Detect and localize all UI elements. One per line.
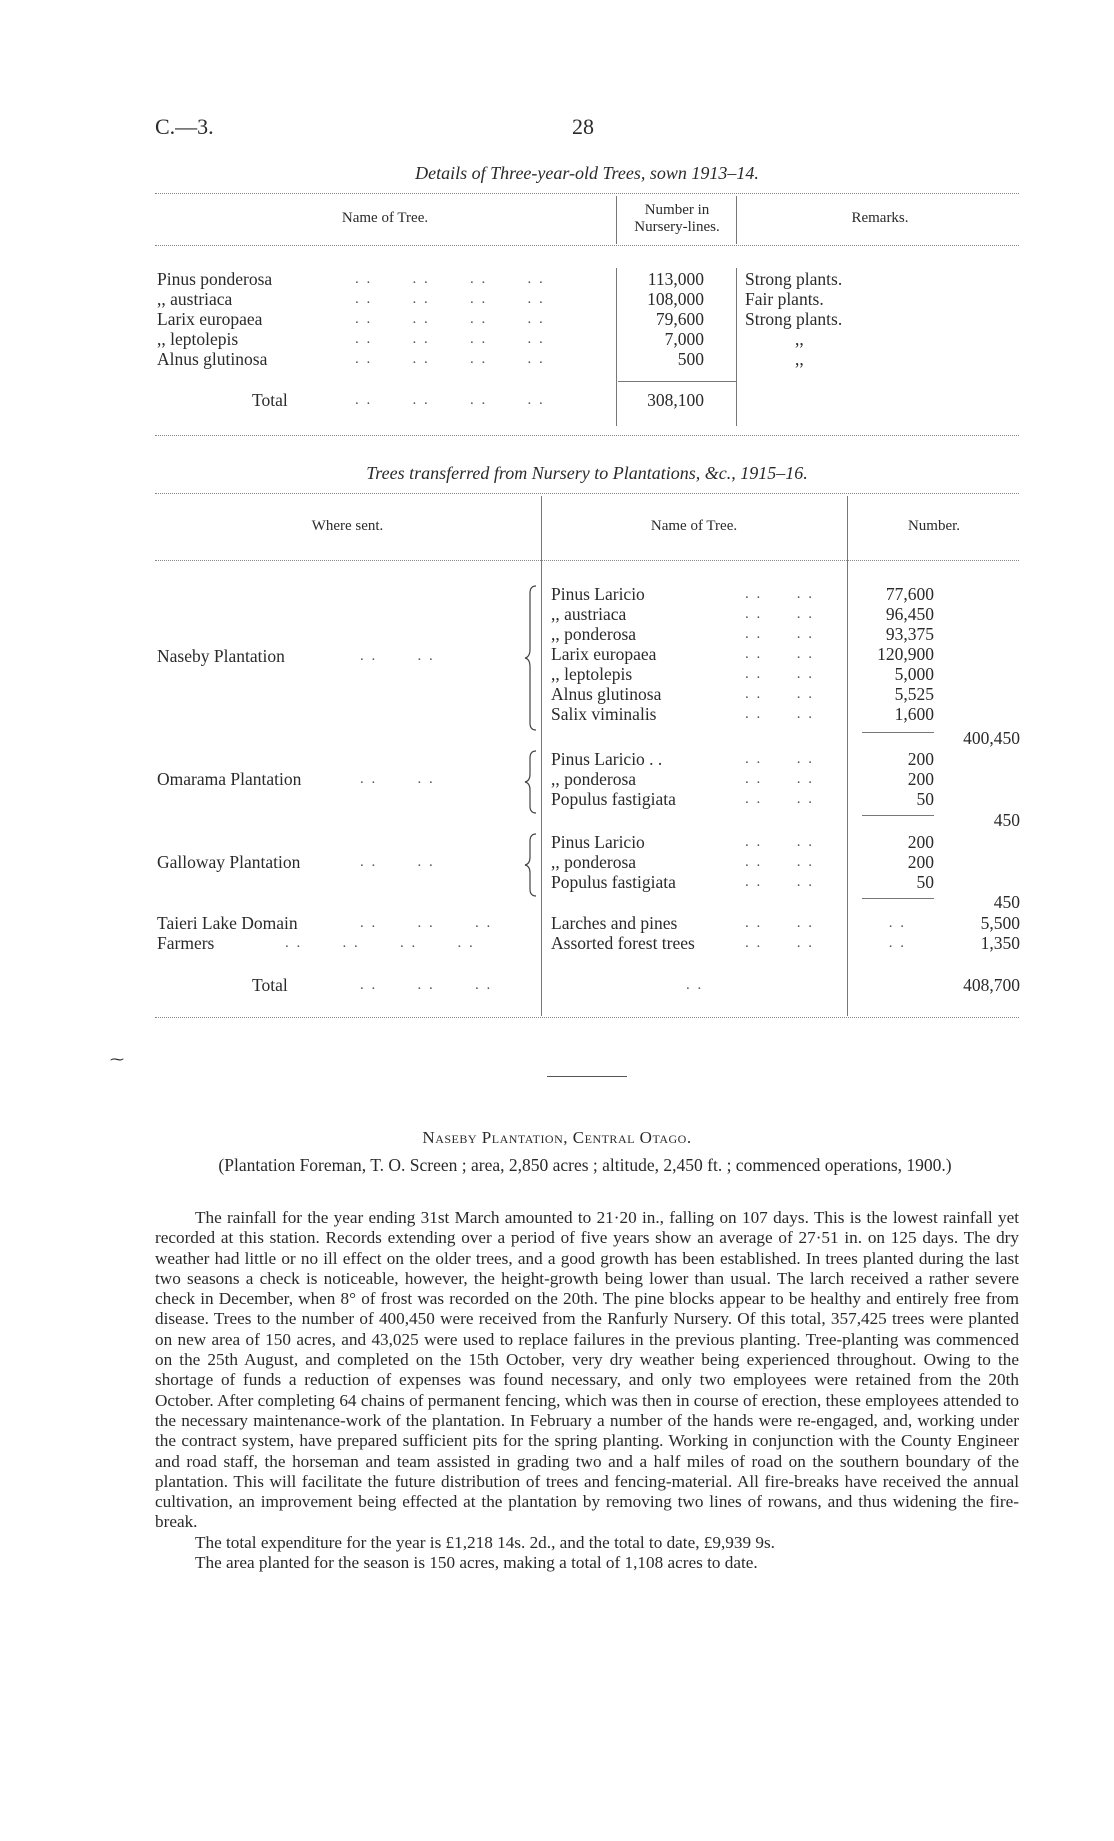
leader-dots: . . . . [360, 854, 435, 870]
brace-icon [524, 833, 538, 897]
table2-number: 200 [907, 832, 934, 852]
table1-row-remarks: ,, [795, 329, 804, 349]
table1-header-remarks: Remarks. [851, 210, 909, 226]
table2-tree-name: Salix viminalis [551, 704, 657, 724]
table1-top-rule [155, 193, 1019, 194]
table2-number: 50 [916, 872, 934, 892]
table2-subtotal: 450 [993, 892, 1020, 912]
table2-where: Omarama Plantation [157, 769, 302, 789]
table1-row-name: ,, leptolepis [157, 329, 239, 349]
body-paragraph: The rainfall for the year ending 31st March amounted to 21·20 in., falling on 107 days. This is the lowest rainfall yet recorded at this station. Records extending over a period of five years show an average of 27·51 in. on 125 days. The dry weather had little or no ill effect on the older trees, and a good growth has been established. In trees planted during the last two seasons a check is noticeable, however, the height-growth being lower than usual. The larch received a rather severe check in December, when 8° of frost was recorded on the 20th. The pine blocks appear to be healthy and entirely free from disease. Trees to the number of 400,450 were received from the Ranfurly Nursery. Of this total, 357,425 trees were planted on new area of 150 acres, and 43,025 were used to replace failures in the previous planting. Tree-planting was commenced on the 25th August, and completed on the 15th October, very dry weather being experienced throughout. Owing to the shortage of funds a reduction of expenses was found necessary, and only two employees were retained from the 20th October. After completing 64 chains of permanent fencing, which was then in course of erection, these employees attended to the necessary maintenance-work of the plantation. In February a number of the hands were re-engaged, and, working under the contract system, have prepared sufficient pits for the spring planting. Working in conjunction with the County Engineer and road staff, the horseman and team assisted in grading two and a half miles of road on the southern boundary of the plantation. This will facilitate the future distribution of trees and fencing-material. All fire-breaks have received the annual cultivation, an improvement being effected at the plantation by removing two lines of rowans, and thus widening the fire-break. [155, 1208, 1019, 1532]
table2-tree-name: Populus fastigiata [551, 872, 676, 892]
table2-number: 5,000 [894, 664, 934, 684]
leader-dots: . . . . . . . . [355, 392, 545, 408]
table2-number: 1,600 [894, 704, 934, 724]
brace-icon [524, 750, 538, 814]
table2-total-label: Total [252, 975, 288, 995]
leader-dots: . . . . . . . . [355, 331, 545, 347]
table2-tree-name: ,, austriaca [551, 604, 627, 624]
table2-number: 5,500 [980, 913, 1020, 933]
subtotal-rule [862, 815, 934, 816]
table2-where: Naseby Plantation [157, 646, 285, 666]
document-code: C.—3. [155, 114, 214, 139]
table1-header-name: Name of Tree. [341, 210, 429, 226]
table1-row-name: Alnus glutinosa [157, 349, 268, 369]
table2-number: 1,350 [980, 933, 1020, 953]
table2-col-divider [541, 496, 542, 1016]
table2-total-value: 408,700 [963, 975, 1020, 995]
table1-row-number: 500 [677, 349, 704, 369]
table2-where: Farmers [157, 933, 215, 953]
table1-total-value: 308,100 [647, 390, 704, 410]
table2-number: 96,450 [885, 604, 934, 624]
table1-col-divider [736, 268, 737, 426]
table2-header-number: Number. [907, 518, 961, 534]
leader-dots: . . . . . . [745, 935, 906, 951]
leader-dots: . . . . . . . . [355, 351, 545, 367]
table2-bottom-rule [155, 1017, 1019, 1018]
margin-mark: ⁓ [110, 1053, 124, 1068]
table1-header-rule [155, 245, 1019, 246]
table2-subtotal: 400,450 [963, 728, 1020, 748]
table1-row-remarks: Fair plants. [745, 289, 824, 309]
table1-row-number: 108,000 [647, 289, 704, 309]
table2-caption: Trees transferred from Nursery to Plantations, &c., 1915–16. [366, 463, 808, 483]
leader-dots: . . . . . . [360, 977, 493, 993]
table2-subtotal: 450 [993, 810, 1020, 830]
table2-tree-name: ,, ponderosa [551, 769, 637, 789]
leader-dots: . . . . . . . . . . . . . . . . . . . . . . . . . . . . [745, 586, 814, 722]
table2-number: 5,525 [894, 684, 934, 704]
body-paragraph: The area planted for the season is 150 acres, making a total of 1,108 acres to date. [195, 1553, 758, 1573]
subtotal-rule [862, 732, 934, 733]
table1-row-remarks: Strong plants. [745, 269, 843, 289]
table2-number: 93,375 [885, 624, 934, 644]
table2-tree-name: ,, ponderosa [551, 852, 637, 872]
section-subtitle: (Plantation Foreman, T. O. Screen ; area, 2,850 acres ; altitude, 2,450 ft. ; commenced operations, 1900.) [218, 1155, 952, 1175]
table1-bottom-rule [155, 435, 1019, 436]
table2-where: Taieri Lake Domain [157, 913, 298, 933]
table2-tree-name: Larix europaea [551, 644, 657, 664]
table2-number: 120,900 [877, 644, 934, 664]
section-body [155, 1208, 1019, 1573]
section-title: Naseby Plantation, Central Otago. [422, 1128, 692, 1147]
table1-caption: Details of Three-year-old Trees, sown 1913–14. [415, 163, 759, 183]
table2-tree-name: Populus fastigiata [551, 789, 676, 809]
leader-dots: . . . . . . [360, 915, 493, 931]
table2-tree-name: Pinus Laricio . . [551, 749, 663, 769]
table1-col-divider [736, 196, 737, 244]
table2-header-name: Name of Tree. [650, 518, 738, 534]
leader-dots: . . . . . . . . [285, 935, 475, 951]
table2-tree-name: Alnus glutinosa [551, 684, 662, 704]
body-paragraph: The total expenditure for the year is £1,218 14s. 2d., and the total to date, £9,939 9s. [195, 1532, 775, 1552]
leader-dots: . . . . . . . . [355, 271, 545, 287]
table2-number: 77,600 [885, 584, 934, 604]
subtotal-rule [862, 898, 934, 899]
leader-dots: . . . . . . . . . . . . [745, 751, 814, 807]
table2-tree-name: ,, ponderosa [551, 624, 637, 644]
leader-dots: . . [686, 977, 704, 993]
leader-dots: . . . . . . [745, 915, 906, 931]
table2-tree-name: Larches and pines [551, 913, 678, 933]
table2-number: 200 [907, 852, 934, 872]
leader-dots: . . . . . . . . . . . . [745, 834, 814, 890]
table2-tree-name: Assorted forest trees [551, 933, 695, 953]
table2-top-rule [155, 493, 1019, 494]
table1-row-name: Larix europaea [157, 309, 263, 329]
table1-row-remarks: ,, [795, 349, 804, 369]
table1-row-name: ,, austriaca [157, 289, 233, 309]
table1-col-divider [616, 196, 617, 244]
leader-dots: . . . . . . . . [355, 311, 545, 327]
table2-number: 200 [907, 769, 934, 789]
table1-row-remarks: Strong plants. [745, 309, 843, 329]
table2-tree-name: Pinus Laricio [551, 584, 645, 604]
table2-tree-name: ,, leptolepis [551, 664, 633, 684]
table2-number: 200 [907, 749, 934, 769]
table1-header-number: Number in Nursery-lines. [634, 202, 720, 235]
table1-row-number: 113,000 [647, 269, 704, 289]
table1-row-number: 7,000 [664, 329, 704, 349]
table1-row-name: Pinus ponderosa [157, 269, 273, 289]
brace-icon [524, 585, 538, 731]
table2-header-where: Where sent. [311, 518, 384, 534]
leader-dots: . . . . [360, 771, 435, 787]
table2-where: Galloway Plantation [157, 852, 301, 872]
table2-number: 50 [916, 789, 934, 809]
section-separator [547, 1076, 627, 1077]
table1-subtotal-rule [618, 381, 736, 382]
leader-dots: . . . . . . . . [355, 291, 545, 307]
table1-total-label: Total [252, 390, 288, 410]
table1-col-divider [616, 268, 617, 426]
table2-header-rule [155, 560, 1019, 561]
table1-row-number: 79,600 [655, 309, 704, 329]
leader-dots: . . . . [360, 648, 435, 664]
page-number: 28 [572, 114, 594, 139]
table2-tree-name: Pinus Laricio [551, 832, 645, 852]
